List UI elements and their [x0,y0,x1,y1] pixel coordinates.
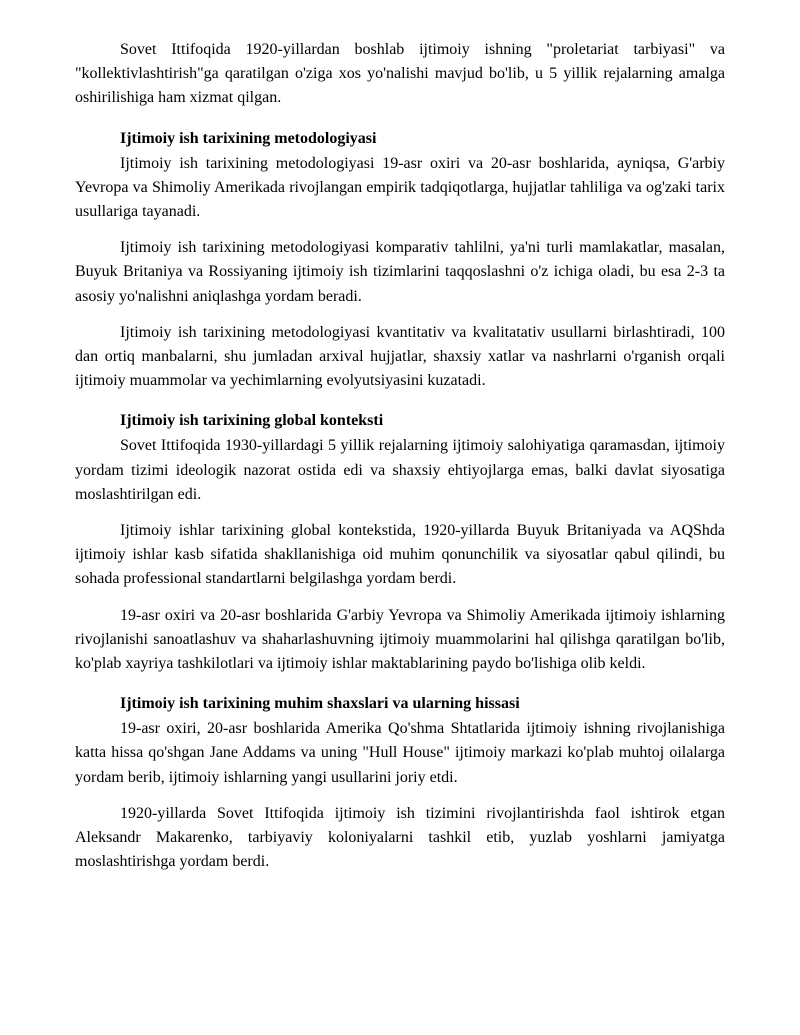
key-figures-paragraph-1: 19-asr oxiri, 20-asr boshlarida Amerika Qo'shma Shtatlarida ijtimoiy ishning rivojlanishiga katta hissa qo'shgan Jane Addams va uning "Hull House" ijtimoiy markazi ko'plab muhtoj oilalarga yordam berib, ijtimoiy ishlarning yangi usullarini joriy etdi. [75,720,725,786]
global-context-paragraph-1: Sovet Ittifoqida 1930-yillardagi 5 yillik rejalarning ijtimoiy salohiyatiga qaramasdan, ijtimoiy yordam tizimi ideologik nazorat ostida edi va shaxsiy ehtiyojlarga emas, balki davlat siyosatiga moslashtirilgan edi. [75,437,725,503]
global-context-paragraph-2: Ijtimoiy ishlar tarixining global kontekstida, 1920-yillarda Buyuk Britaniyada va AQShda ijtimoiy ishlar kasb sifatida shakllanishiga oid muhim qonunchilik va siyosatlar qabul qilindi, bu sohada professional standartlarni belgilashga yordam berdi. [75,522,725,588]
key-figures-paragraph-2: 1920-yillarda Sovet Ittifoqida ijtimoiy ish tizimini rivojlantirishda faol ishtirok etgan Aleksandr Makarenko, tarbiyaviy koloniyalarni tashkil etib, yuzlab yoshlarni jamiyatga moslashtirishga yordam berdi. [75,804,725,871]
global-context-paragraph-3: 19-asr oxiri va 20-asr boshlarida G'arbiy Yevropa va Shimoliy Amerikada ijtimoiy ishlarning rivojlanishi sanoatlashuv va shaharlashuvning ijtimoiy muammolarini hal qilishga qaratilgan bo'lib, ko'plab xayriya tashkilotlari va ijtimoiy ishlar maktablarining paydo bo'lishiga olib keldi. [75,606,725,673]
intro-paragraph: Sovet Ittifoqida 1920-yillardan boshlab ijtimoiy ishning "proletariat tarbiyasi" va "kollektivlashtirish"ga qaratilgan o'ziga xos yo'nalishi mavjud bo'lib, u 5 yillik rejalarning amalga oshirilishiga ham xizmat qilgan. [75,41,725,107]
section-heading-key-figures: Ijtimoiy ish tarixining muhim shaxslari va ularning hissasi [120,695,520,713]
methodology-paragraph-3: Ijtimoiy ish tarixining metodologiyasi kvantitativ va kvalitatativ usullarni birlashtiradi, 100 dan ortiq manbalarni, shu jumladan arxival hujjatlar, shaxsiy xatlar va nashrlarni o'rganish orqali ijtimoiy muammolar va yechimlarning evolyutsiyasini kuzatadi. [75,323,725,390]
methodology-paragraph-1: Ijtimoiy ish tarixining metodologiyasi 19-asr oxiri va 20-asr boshlarida, ayniqsa, G'arbiy Yevropa va Shimoliy Amerikada rivojlangan empirik tadqiqotlarga, hujjatlar tahliliga va og'zaki tarix usullariga tayanadi. [75,154,725,221]
section-heading-global-context: Ijtimoiy ish tarixining global konteksti [120,412,384,430]
methodology-paragraph-2: Ijtimoiy ish tarixining metodologiyasi komparativ tahlilni, ya'ni turli mamlakatlar, masalan, Buyuk Britaniya va Rossiyaning ijtimoiy ish tizimlarini taqqoslashni o'z ichiga oladi, bu esa 2-3 ta asosiy yo'nalishni aniqlashga yordam beradi. [75,239,725,305]
section-heading-methodology: Ijtimoiy ish tarixining metodologiyasi [120,129,377,147]
document-page [75,38,725,874]
